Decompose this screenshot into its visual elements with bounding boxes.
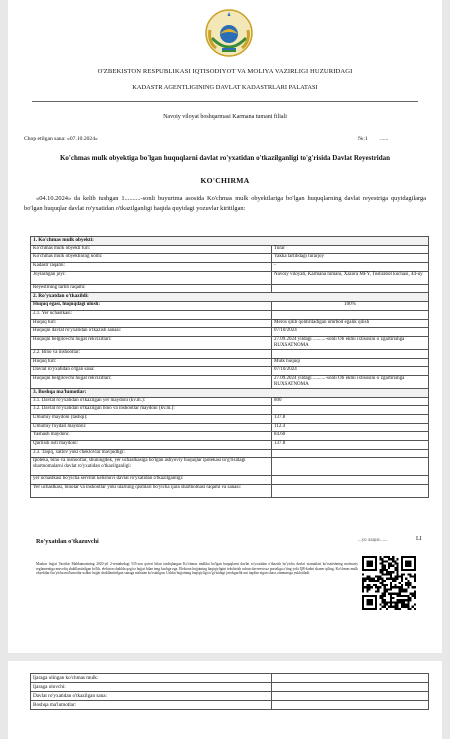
field-value: Meros qilib qoldiriladigan umrbod egalik qilish <box>272 319 429 328</box>
table-row <box>31 245 429 254</box>
field-label: Huquqni belgilovchi hujjat rekvizitlari: <box>31 336 272 349</box>
table-row <box>31 406 429 415</box>
field-value <box>272 284 429 293</box>
field-label: Ko'chmas mulk obyekti turi: <box>31 245 272 254</box>
field-label: 3.1. Davlat ro'yxatidan o'tkazilgan yer maydoni (kv.m.): <box>31 397 272 406</box>
field-value <box>272 485 429 498</box>
field-label: Joylashgan joyi: <box>31 271 272 284</box>
table-row <box>31 310 429 319</box>
table-row <box>31 415 429 424</box>
intro-paragraph: «04.10.2024» da kelib tushgan 1..........-sonli buyurtma asosida Ko'chmas mulk obyektlariga bo'lgan huquqlarning davlat reyestriga quyidagilarga bo'lgan huquqlar davlat ro'yxatidan o'tkazilganligi haqida quyidagi yozuvlar kiritilgan: <box>24 195 426 212</box>
field-label: Yer uchastkasi, binolar va inshootlar yoki ularning qismlari bo'yicha ijara shartnomasi raqami va sanasi: <box>31 485 272 498</box>
field-label: yer uchastkasi bo'yicha servitut kelishuvi davlat ro'yxatidan o'tkazilganligi: <box>31 476 272 485</box>
table-row <box>31 458 429 476</box>
table-row <box>31 388 429 397</box>
uzbekistan-emblem-icon <box>204 8 254 58</box>
registrar-name: ...уо лацис...... <box>358 538 388 543</box>
field-value: Navoiy viloyati, Karmana tumani, Xazora MFY, Toshrabot kuchasi, 44-uy <box>272 271 429 284</box>
table-row <box>31 328 429 337</box>
registry-table <box>30 236 429 498</box>
field-value: 07/10/2024 <box>272 367 429 376</box>
table-row <box>31 449 429 458</box>
table-row <box>31 349 429 358</box>
table-row <box>31 284 429 293</box>
field-value: Turar <box>272 245 429 254</box>
field-value: - <box>272 263 429 272</box>
field-value <box>272 310 429 319</box>
legal-footnote: Mazkur hujjat Vazirlar Mahkamasining 2020-yil 2-sentabrdagi 535-son qarori bilan tasdiqlangan Ko'chmas mulkka bo'lgan huquqlarni davlat ro'yxatidan o'tkazish bo'yicha davlat xizmatlari ko'rsatishning ma'muriy reglamentiga muvofiq shakllantirilgan bo'lib, elektron shaklda qog'oz hujjat bilan teng kuchga ega. Elektron hujjatning haqiqiyligini tekshirish uchun davreestr.uz portaliga o'ting yoki QR-kodni skaner qiling. Ko'chmas mulk obyektlari bo'yicha ma'lumotlar ushbu hujjat shakllantirilgan sanaga nisbatan ko'rsatilgan. Ushbu hujjatning haqiqiyligi to'g'risidagi javobgarlik uni taqdim etgan shaxs zimmasiga yuklatiladi. <box>36 562 358 576</box>
agency-heading: KADASTR AGENTLIGINING DAVLAT KADASTRLARI PALATASI <box>132 84 318 91</box>
field-value <box>272 449 429 458</box>
table-row <box>31 683 429 692</box>
table-row <box>31 319 429 328</box>
field-label: Huquq egasi, huquqdagi ulush: <box>31 302 272 311</box>
field-label: Huquqni belgilovchi hujjat rekvizitlari: <box>31 375 272 388</box>
field-value: 100% <box>272 302 429 311</box>
field-label: 2.2. Bino va inshootlar: <box>31 349 272 358</box>
table-row <box>31 397 429 406</box>
field-label: Qurilish osti maydoni: <box>31 441 272 450</box>
table-row <box>31 254 429 263</box>
field-label: 3. Boshqa ma'lumotlar: <box>31 388 429 397</box>
field-label: Kadastr raqami: <box>31 263 272 272</box>
field-label: Ijaraga oluvchi: <box>31 683 272 692</box>
field-label: 3.3. Taqiq, xatlov yoki cheklovlar mavjudligi: <box>31 449 272 458</box>
field-value <box>272 406 429 415</box>
field-label: Umumiy foydali maydoni: <box>31 423 272 432</box>
field-value <box>272 349 429 358</box>
field-label: Boshqa ma'lumotlar: <box>31 701 272 710</box>
field-label: 2. Ro'yxatdan o'tkazildi: <box>31 293 429 302</box>
field-label: Huquqni davlat ro'yxatidan o'tkazish sanasi: <box>31 328 272 337</box>
field-value <box>272 476 429 485</box>
field-label: Ko'chmas mulk obyektining nomi: <box>31 254 272 263</box>
field-value: 112.4 <box>272 423 429 432</box>
field-value: Yakka tartibdagi turarjoy <box>272 254 429 263</box>
field-label: Umumiy maydoni (tashqi): <box>31 415 272 424</box>
table-row <box>31 302 429 311</box>
field-value: 137.8 <box>272 415 429 424</box>
table-row <box>31 336 429 349</box>
field-value: 137.8 <box>272 441 429 450</box>
table-row <box>31 367 429 376</box>
table-row <box>31 358 429 367</box>
table-row <box>31 441 429 450</box>
table-row <box>31 423 429 432</box>
table-row <box>31 674 429 683</box>
table-row <box>31 375 429 388</box>
document-number-value: ...... <box>380 136 389 142</box>
field-value <box>272 701 429 710</box>
field-value <box>272 458 429 476</box>
table-row <box>31 263 429 272</box>
field-label: Ipoteka, bino va inshootlar, shuningdek, yer uchastkasiga bo'lgan ashyoviy huquqlar ipotekasi to'g'risidagi shartnomalarni davlat ro'yxatidan o'tkazilganligi: <box>31 458 272 476</box>
field-label: 1. Ko'chmas mulk obyekti: <box>31 237 429 246</box>
field-label: 3.2. Davlat ro'yxatidan o'tkazilgan bino va inshootlar maydoni (kv.m.): <box>31 406 272 415</box>
document-page-1 <box>8 0 442 653</box>
print-date: Chop etilgan sana: «07.10.2024» <box>24 136 98 142</box>
field-value: 27.09.2024 yildagi ..........-sonli Ob`ektni ixtisosini o`zgartirishga RUXSATNOMA <box>272 336 429 349</box>
field-label: Huquq turi: <box>31 358 272 367</box>
field-value: 07/10/2024 <box>272 328 429 337</box>
field-label: 2.1. Yer uchastkasi: <box>31 310 272 319</box>
branch-heading: Navoiy viloyat boshqarmasi Karmana tumani filiali <box>163 114 287 120</box>
field-value: 27.09.2024 yildagi ..........-sonli Ob`ektni ixtisosini o`zgartirishga RUXSATNOMA <box>272 375 429 388</box>
header-divider <box>32 101 418 102</box>
lease-table <box>30 673 429 710</box>
field-value <box>272 692 429 701</box>
table-row <box>31 293 429 302</box>
qr-code-icon[interactable] <box>362 556 416 610</box>
document-title: Ko'chmas mulk obyektiga bo'lgan huquqlarni davlat ro'yxatidan o'tkazilganligi to'g'risida Davlat Reyestridan <box>59 154 391 162</box>
table-row <box>31 237 429 246</box>
table-row <box>31 476 429 485</box>
field-value <box>272 674 429 683</box>
table-row <box>31 432 429 441</box>
field-label: Davlat ro'yxatidan o'tkazilgan sana: <box>31 692 272 701</box>
field-label: Davlat ro'yxatidan o'tgan sana: <box>31 367 272 376</box>
table-row <box>31 692 429 701</box>
kochirma-heading: KO'CHIRMA <box>200 176 250 185</box>
ministry-heading: O'ZBEKISTON RESPUBLIKASI IQTISODIYOT VA MOLIYA VAZIRLIGI HUZURIDAGI <box>97 68 353 75</box>
field-value: Mulk huquqi <box>272 358 429 367</box>
document-number-label: №:1 <box>358 136 368 142</box>
table-row <box>31 701 429 710</box>
field-label: Yashash maydoni: <box>31 432 272 441</box>
document-page-2 <box>8 661 442 739</box>
field-label: Reyestrning tartib raqami: <box>31 284 272 293</box>
field-label: Huquq turi: <box>31 319 272 328</box>
field-label: Ijaraga olingan ko'chmas mulk: <box>31 674 272 683</box>
registrar-initials: LI <box>416 536 422 542</box>
field-value <box>272 683 429 692</box>
table-row <box>31 485 429 498</box>
field-value: 84.60 <box>272 432 429 441</box>
registrar-label: Ro'yxatdan o'tkazuvchi <box>36 538 99 545</box>
field-value: 800 <box>272 397 429 406</box>
table-row <box>31 271 429 284</box>
